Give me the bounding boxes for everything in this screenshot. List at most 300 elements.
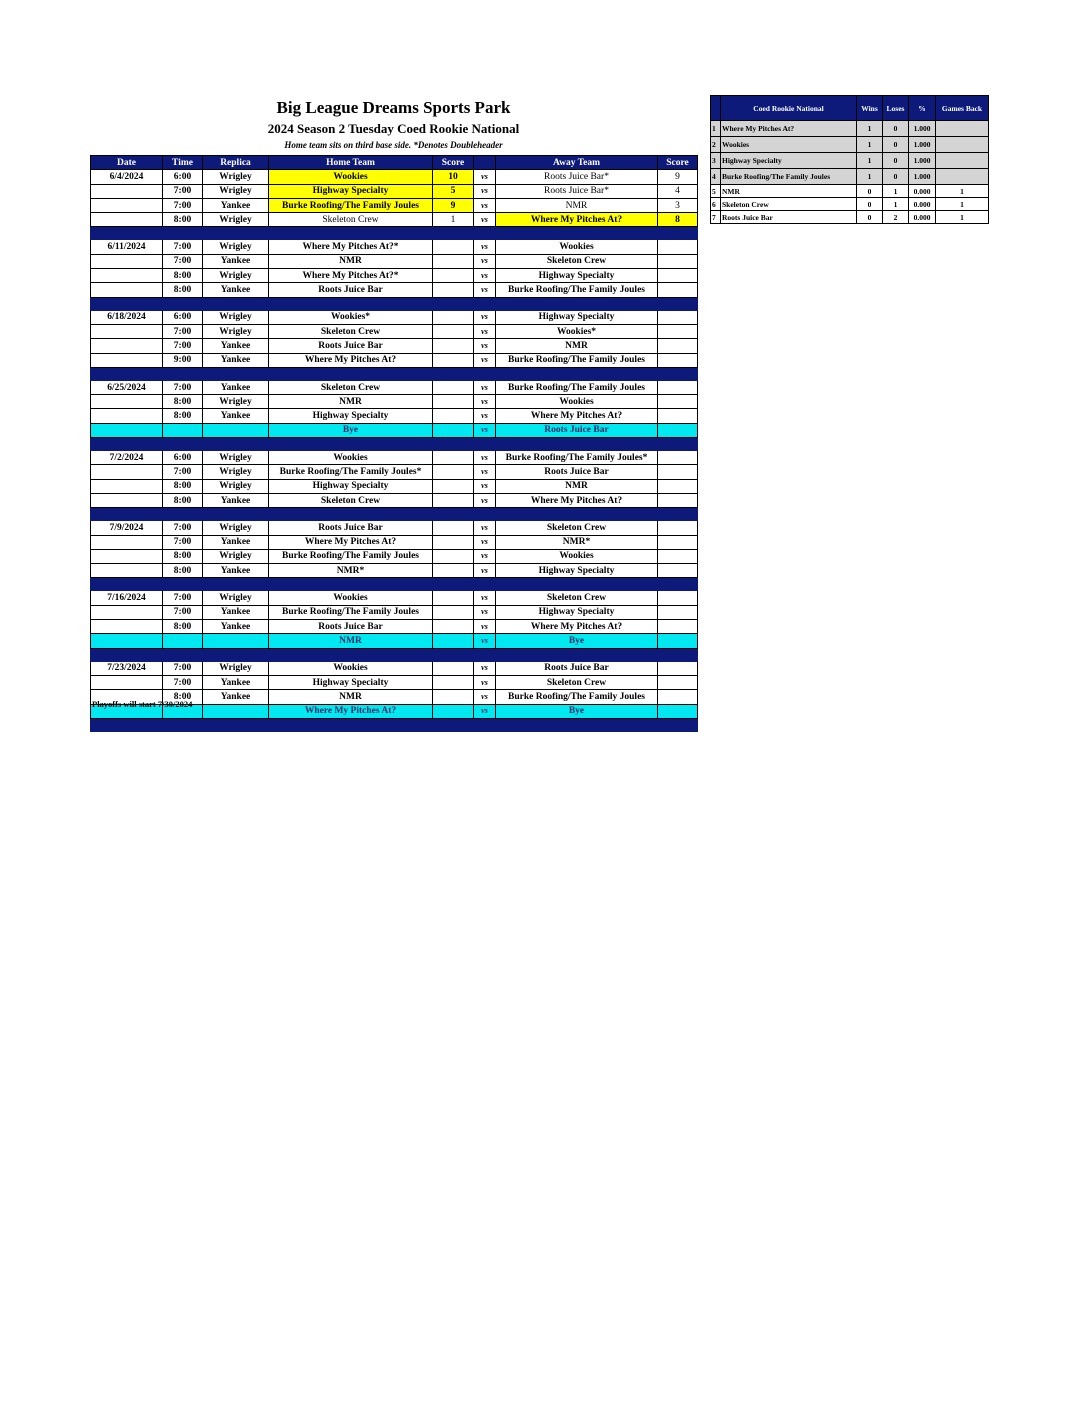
date-cell — [91, 423, 163, 437]
separator-cell — [658, 718, 698, 731]
away-team-cell: Roots Juice Bar — [496, 661, 658, 675]
home-team-cell: Wookies — [269, 591, 433, 605]
vs-label: vs — [474, 549, 496, 563]
date-cell: 7/16/2024 — [91, 591, 163, 605]
home-team-cell: Where My Pitches At?* — [269, 240, 433, 254]
separator-cell — [433, 578, 474, 591]
home-score-cell — [433, 254, 474, 268]
away-team-cell: Burke Roofing/The Family Joules — [496, 690, 658, 704]
losses-cell: 1 — [883, 185, 909, 198]
date-cell — [91, 549, 163, 563]
page-subtitle: 2024 Season 2 Tuesday Coed Rookie National — [267, 121, 520, 136]
team-name-cell: Roots Juice Bar — [721, 211, 857, 224]
field-cell: Yankee — [203, 283, 269, 297]
rank-cell: 4 — [711, 169, 721, 185]
away-score-cell — [658, 254, 698, 268]
time-cell: 6:00 — [163, 451, 203, 465]
schedule-note: Home team sits on third base side. *Denotes Doubleheader — [284, 140, 503, 150]
vs-label: vs — [474, 240, 496, 254]
home-team-cell: NMR — [269, 254, 433, 268]
vs-label: vs — [474, 675, 496, 689]
standings-header-division: Coed Rookie National — [721, 96, 857, 121]
game-row — [91, 409, 698, 423]
time-cell: 8:00 — [163, 283, 203, 297]
separator-cell — [269, 508, 433, 521]
field-cell — [203, 634, 269, 648]
away-team-cell: Skeleton Crew — [496, 675, 658, 689]
separator-cell — [163, 648, 203, 661]
home-team-cell: Burke Roofing/The Family Joules — [269, 198, 433, 212]
pct-cell: 0.000 — [909, 185, 936, 198]
schedule-header-row — [91, 156, 698, 170]
separator-cell — [474, 578, 496, 591]
date-cell: 7/9/2024 — [91, 521, 163, 535]
away-team-cell: Burke Roofing/The Family Joules — [496, 283, 658, 297]
time-cell: 8:00 — [163, 213, 203, 227]
date-cell — [91, 675, 163, 689]
away-team-cell: Where My Pitches At? — [496, 493, 658, 507]
time-cell: 7:00 — [163, 198, 203, 212]
home-score-cell — [433, 465, 474, 479]
vs-label: vs — [474, 198, 496, 212]
games-back-cell — [936, 137, 989, 153]
home-score-cell — [433, 661, 474, 675]
field-cell: Wrigley — [203, 395, 269, 409]
away-score-cell — [658, 479, 698, 493]
wins-cell: 1 — [857, 153, 883, 169]
time-cell: 8:00 — [163, 395, 203, 409]
game-row — [91, 310, 698, 324]
home-score-cell — [433, 493, 474, 507]
date-cell — [91, 493, 163, 507]
separator-cell — [496, 227, 658, 240]
losses-cell: 0 — [883, 169, 909, 185]
standings-row — [711, 185, 989, 198]
field-cell: Wrigley — [203, 310, 269, 324]
rank-cell: 5 — [711, 185, 721, 198]
home-team-cell: Bye — [269, 423, 433, 437]
pct-cell: 1.000 — [909, 121, 936, 137]
page-title: Big League Dreams Sports Park — [276, 98, 511, 117]
field-cell: Yankee — [203, 353, 269, 367]
away-team-cell: Highway Specialty — [496, 605, 658, 619]
pct-cell: 1.000 — [909, 153, 936, 169]
vs-label: vs — [474, 324, 496, 338]
game-row — [91, 591, 698, 605]
away-score-cell: 9 — [658, 170, 698, 184]
wins-cell: 1 — [857, 137, 883, 153]
col-header-date: Date — [91, 156, 163, 170]
vs-label: vs — [474, 170, 496, 184]
time-cell: 7:00 — [163, 254, 203, 268]
home-team-cell: NMR — [269, 690, 433, 704]
time-cell: 7:00 — [163, 605, 203, 619]
field-cell: Yankee — [203, 409, 269, 423]
separator-cell — [163, 438, 203, 451]
away-score-cell — [658, 634, 698, 648]
date-cell — [91, 213, 163, 227]
vs-label: vs — [474, 339, 496, 353]
away-score-cell — [658, 620, 698, 634]
home-team-cell: Roots Juice Bar — [269, 283, 433, 297]
col-header-home-team: Home Team — [269, 156, 433, 170]
away-team-cell: Wookies — [496, 395, 658, 409]
game-row — [91, 353, 698, 367]
away-team-cell: Roots Juice Bar — [496, 465, 658, 479]
date-cell: 7/23/2024 — [91, 661, 163, 675]
separator-cell — [496, 718, 658, 731]
losses-cell: 2 — [883, 211, 909, 224]
date-cell: 6/11/2024 — [91, 240, 163, 254]
date-cell — [91, 353, 163, 367]
time-cell: 8:00 — [163, 409, 203, 423]
game-row — [91, 535, 698, 549]
game-row — [91, 395, 698, 409]
separator-cell — [203, 438, 269, 451]
vs-label: vs — [474, 690, 496, 704]
home-score-cell — [433, 269, 474, 283]
away-team-cell: Roots Juice Bar* — [496, 170, 658, 184]
separator-cell — [433, 438, 474, 451]
separator-cell — [658, 227, 698, 240]
team-name-cell: Wookies — [721, 137, 857, 153]
home-team-cell: Wookies* — [269, 310, 433, 324]
away-score-cell — [658, 549, 698, 563]
time-cell: 6:00 — [163, 170, 203, 184]
separator-cell — [163, 578, 203, 591]
away-team-cell: NMR — [496, 339, 658, 353]
col-header-home-score: Score — [433, 156, 474, 170]
time-cell: 8:00 — [163, 690, 203, 704]
game-row — [91, 493, 698, 507]
game-row — [91, 213, 698, 227]
date-cell — [91, 465, 163, 479]
away-score-cell — [658, 380, 698, 394]
rank-cell: 7 — [711, 211, 721, 224]
games-back-cell — [936, 169, 989, 185]
standings-row — [711, 153, 989, 169]
away-team-cell: Burke Roofing/The Family Joules — [496, 353, 658, 367]
separator-cell — [658, 508, 698, 521]
separator-cell — [474, 648, 496, 661]
away-team-cell: Skeleton Crew — [496, 591, 658, 605]
separator-cell — [433, 508, 474, 521]
date-cell — [91, 324, 163, 338]
field-cell: Yankee — [203, 339, 269, 353]
away-team-cell: NMR* — [496, 535, 658, 549]
date-cell — [91, 409, 163, 423]
games-back-cell — [936, 121, 989, 137]
away-score-cell — [658, 451, 698, 465]
home-score-cell — [433, 591, 474, 605]
field-cell: Yankee — [203, 254, 269, 268]
away-score-cell — [658, 310, 698, 324]
home-score-cell — [433, 240, 474, 254]
home-team-cell: Roots Juice Bar — [269, 620, 433, 634]
home-score-cell: 1 — [433, 213, 474, 227]
home-score-cell: 9 — [433, 198, 474, 212]
separator-cell — [163, 367, 203, 380]
week-separator — [91, 438, 698, 451]
separator-cell — [91, 508, 163, 521]
playoffs-note: Playoffs will start 7/30/2024 — [92, 699, 193, 709]
game-row — [91, 240, 698, 254]
rank-cell: 2 — [711, 137, 721, 153]
vs-label: vs — [474, 283, 496, 297]
field-cell: Wrigley — [203, 213, 269, 227]
vs-label: vs — [474, 535, 496, 549]
standings-header-rank — [711, 96, 721, 121]
away-team-cell: Where My Pitches At? — [496, 620, 658, 634]
vs-label: vs — [474, 564, 496, 578]
home-team-cell: Wookies — [269, 170, 433, 184]
date-cell — [91, 184, 163, 198]
away-score-cell — [658, 395, 698, 409]
rank-cell: 3 — [711, 153, 721, 169]
field-cell: Yankee — [203, 535, 269, 549]
home-score-cell — [433, 620, 474, 634]
home-score-cell — [433, 521, 474, 535]
away-score-cell — [658, 409, 698, 423]
game-row — [91, 184, 698, 198]
separator-cell — [203, 508, 269, 521]
home-score-cell — [433, 605, 474, 619]
vs-label: vs — [474, 493, 496, 507]
field-cell: Yankee — [203, 564, 269, 578]
home-score-cell: 5 — [433, 184, 474, 198]
vs-label: vs — [474, 213, 496, 227]
field-cell: Yankee — [203, 198, 269, 212]
game-row — [91, 479, 698, 493]
away-team-cell: Roots Juice Bar — [496, 423, 658, 437]
separator-cell — [433, 227, 474, 240]
separator-cell — [91, 367, 163, 380]
standings-row — [711, 211, 989, 224]
time-cell — [163, 423, 203, 437]
home-team-cell: Where My Pitches At? — [269, 704, 433, 718]
away-score-cell — [658, 564, 698, 578]
separator-cell — [474, 438, 496, 451]
away-team-cell: NMR — [496, 479, 658, 493]
away-team-cell: Highway Specialty — [496, 269, 658, 283]
separator-cell — [91, 438, 163, 451]
separator-cell — [658, 578, 698, 591]
separator-cell — [91, 297, 163, 310]
date-cell: 6/4/2024 — [91, 170, 163, 184]
losses-cell: 0 — [883, 121, 909, 137]
date-cell — [91, 564, 163, 578]
game-row — [91, 451, 698, 465]
vs-label: vs — [474, 423, 496, 437]
separator-cell — [203, 367, 269, 380]
home-score-cell — [433, 704, 474, 718]
rank-cell: 6 — [711, 198, 721, 211]
team-name-cell: Burke Roofing/The Family Joules — [721, 169, 857, 185]
standings-row — [711, 121, 989, 137]
home-team-cell: Skeleton Crew — [269, 213, 433, 227]
away-score-cell — [658, 269, 698, 283]
game-row — [91, 620, 698, 634]
standings-header-row — [711, 96, 989, 121]
away-score-cell — [658, 240, 698, 254]
wins-cell: 1 — [857, 121, 883, 137]
week-separator — [91, 367, 698, 380]
home-score-cell — [433, 479, 474, 493]
time-cell: 8:00 — [163, 549, 203, 563]
separator-cell — [496, 297, 658, 310]
wins-cell: 0 — [857, 198, 883, 211]
time-cell: 8:00 — [163, 564, 203, 578]
home-score-cell — [433, 409, 474, 423]
home-team-cell: Burke Roofing/The Family Joules — [269, 549, 433, 563]
separator-cell — [163, 227, 203, 240]
week-separator — [91, 297, 698, 310]
game-row — [91, 564, 698, 578]
home-team-cell: NMR — [269, 634, 433, 648]
away-score-cell — [658, 324, 698, 338]
field-cell: Yankee — [203, 380, 269, 394]
time-cell: 7:00 — [163, 339, 203, 353]
date-cell: 6/18/2024 — [91, 310, 163, 324]
field-cell — [203, 704, 269, 718]
separator-cell — [203, 227, 269, 240]
home-score-cell — [433, 339, 474, 353]
time-cell: 7:00 — [163, 465, 203, 479]
date-cell: 7/2/2024 — [91, 451, 163, 465]
away-score-cell — [658, 661, 698, 675]
standings-row — [711, 169, 989, 185]
away-score-cell — [658, 605, 698, 619]
separator-cell — [203, 578, 269, 591]
week-separator — [91, 578, 698, 591]
away-team-cell: Bye — [496, 634, 658, 648]
field-cell: Yankee — [203, 605, 269, 619]
separator-cell — [433, 297, 474, 310]
away-score-cell — [658, 591, 698, 605]
time-cell: 7:00 — [163, 535, 203, 549]
field-cell: Wrigley — [203, 269, 269, 283]
away-score-cell — [658, 353, 698, 367]
separator-cell — [269, 578, 433, 591]
separator-cell — [269, 367, 433, 380]
home-score-cell — [433, 634, 474, 648]
separator-cell — [91, 648, 163, 661]
home-score-cell — [433, 353, 474, 367]
home-score-cell — [433, 451, 474, 465]
away-team-cell: Skeleton Crew — [496, 254, 658, 268]
time-cell: 8:00 — [163, 493, 203, 507]
home-score-cell — [433, 324, 474, 338]
game-row — [91, 254, 698, 268]
game-row — [91, 675, 698, 689]
losses-cell: 1 — [883, 198, 909, 211]
field-cell: Wrigley — [203, 465, 269, 479]
games-back-cell: 1 — [936, 211, 989, 224]
time-cell — [163, 634, 203, 648]
schedule-table — [90, 155, 698, 732]
pct-cell: 1.000 — [909, 137, 936, 153]
time-cell: 7:00 — [163, 591, 203, 605]
away-score-cell — [658, 465, 698, 479]
home-team-cell: Highway Specialty — [269, 675, 433, 689]
separator-cell — [163, 718, 203, 731]
vs-label: vs — [474, 605, 496, 619]
vs-label: vs — [474, 661, 496, 675]
field-cell: Wrigley — [203, 549, 269, 563]
separator-cell — [269, 718, 433, 731]
wins-cell: 0 — [857, 185, 883, 198]
away-score-cell — [658, 283, 698, 297]
date-cell — [91, 479, 163, 493]
separator-cell — [496, 438, 658, 451]
home-team-cell: Where My Pitches At? — [269, 535, 433, 549]
standings-row — [711, 137, 989, 153]
time-cell: 7:00 — [163, 184, 203, 198]
rank-cell: 1 — [711, 121, 721, 137]
date-cell — [91, 634, 163, 648]
date-cell — [91, 620, 163, 634]
time-cell: 9:00 — [163, 353, 203, 367]
separator-cell — [474, 718, 496, 731]
wins-cell: 1 — [857, 169, 883, 185]
date-cell — [91, 254, 163, 268]
home-score-cell — [433, 535, 474, 549]
separator-cell — [269, 297, 433, 310]
home-team-cell: Skeleton Crew — [269, 324, 433, 338]
separator-cell — [163, 297, 203, 310]
home-team-cell: Roots Juice Bar — [269, 339, 433, 353]
home-score-cell — [433, 380, 474, 394]
home-team-cell: Skeleton Crew — [269, 380, 433, 394]
home-team-cell: Burke Roofing/The Family Joules — [269, 605, 433, 619]
date-cell — [91, 198, 163, 212]
vs-label: vs — [474, 380, 496, 394]
field-cell: Yankee — [203, 620, 269, 634]
time-cell: 7:00 — [163, 675, 203, 689]
field-cell: Wrigley — [203, 521, 269, 535]
away-score-cell — [658, 704, 698, 718]
home-team-cell: Skeleton Crew — [269, 493, 433, 507]
vs-label: vs — [474, 521, 496, 535]
home-score-cell — [433, 395, 474, 409]
date-cell — [91, 395, 163, 409]
team-name-cell: Highway Specialty — [721, 153, 857, 169]
vs-label: vs — [474, 310, 496, 324]
home-score-cell — [433, 690, 474, 704]
home-score-cell — [433, 283, 474, 297]
away-team-cell: Burke Roofing/The Family Joules* — [496, 451, 658, 465]
time-cell: 8:00 — [163, 479, 203, 493]
away-score-cell — [658, 675, 698, 689]
standings-header-games-back: Games Back — [936, 96, 989, 121]
time-cell: 7:00 — [163, 521, 203, 535]
home-score-cell: 10 — [433, 170, 474, 184]
away-score-cell: 3 — [658, 198, 698, 212]
separator-cell — [658, 297, 698, 310]
vs-label: vs — [474, 479, 496, 493]
vs-label: vs — [474, 451, 496, 465]
col-header-replica: Replica — [203, 156, 269, 170]
field-cell: Wrigley — [203, 591, 269, 605]
standings-header-pct: % — [909, 96, 936, 121]
field-cell: Wrigley — [203, 661, 269, 675]
away-team-cell: Wookies — [496, 240, 658, 254]
vs-label: vs — [474, 395, 496, 409]
separator-cell — [658, 367, 698, 380]
standings-row — [711, 198, 989, 211]
home-team-cell: Where My Pitches At?* — [269, 269, 433, 283]
home-score-cell — [433, 564, 474, 578]
